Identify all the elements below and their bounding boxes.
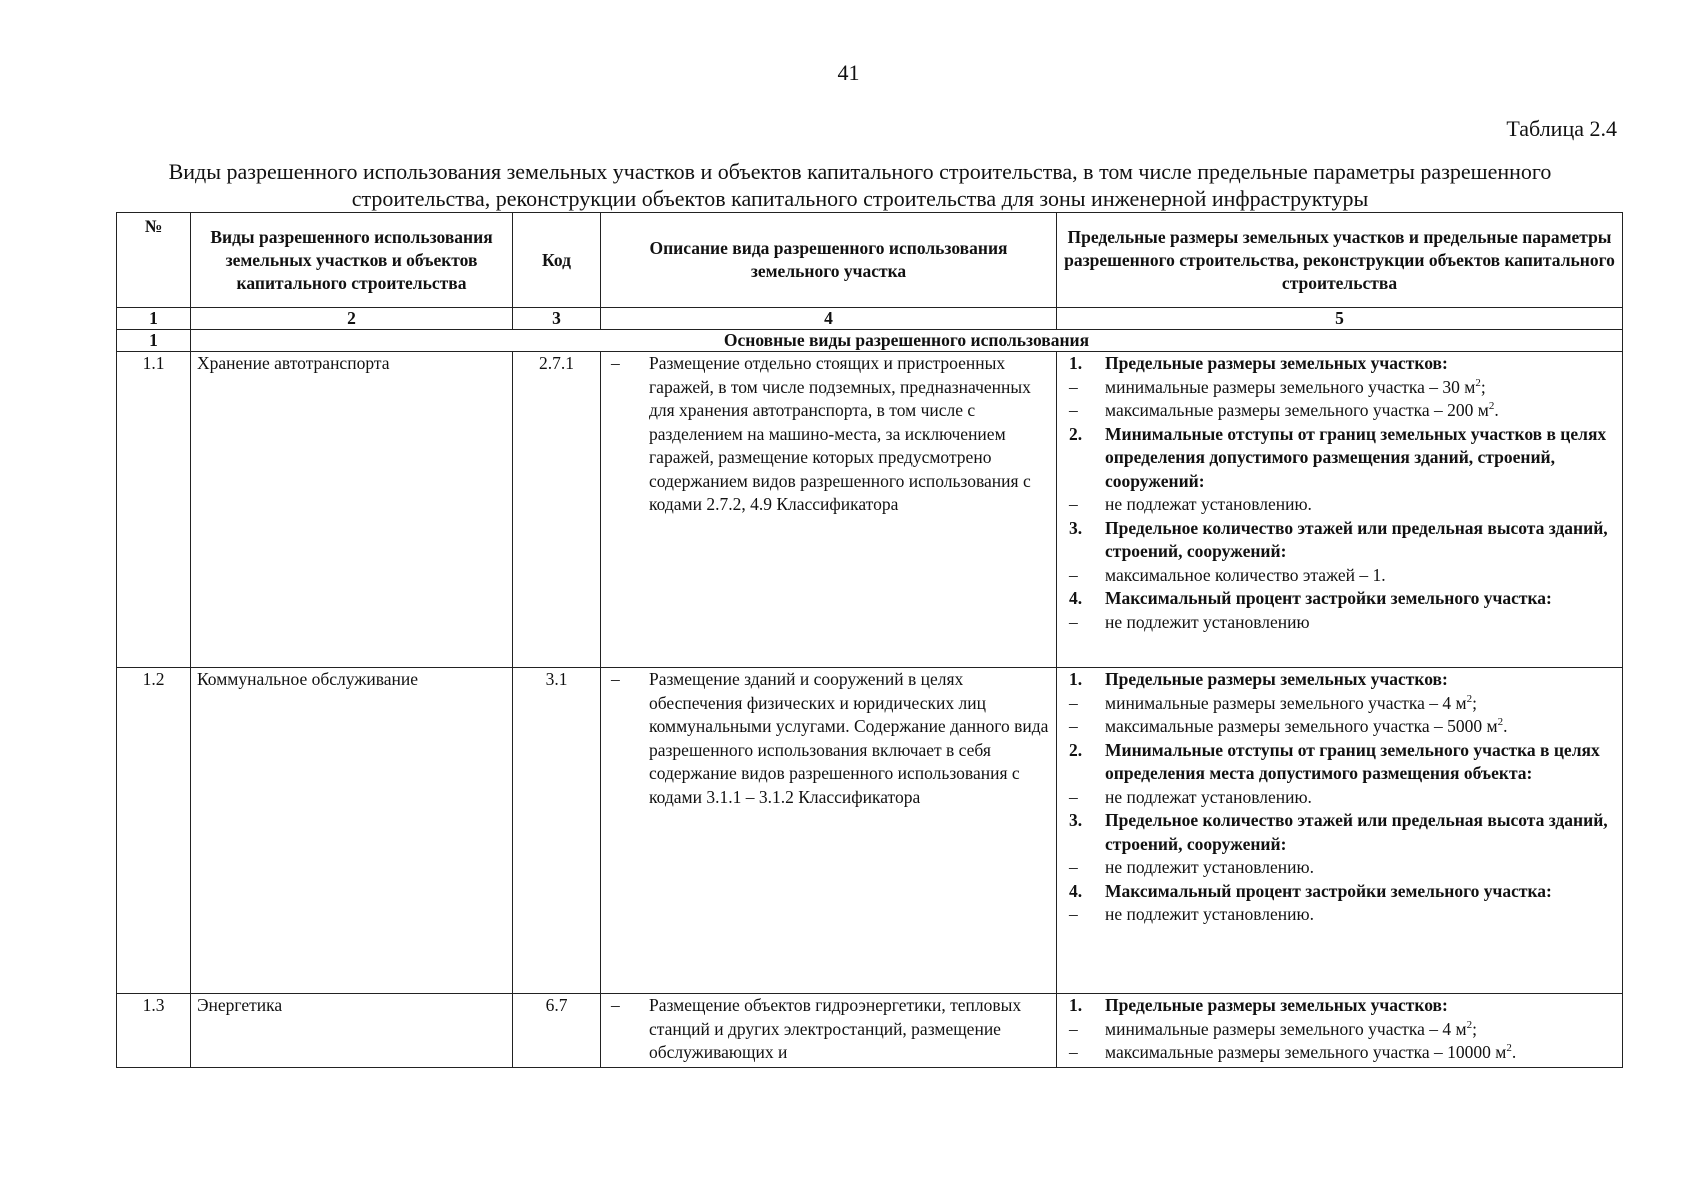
dash-bullet: – (1069, 692, 1078, 713)
table-row (117, 668, 1623, 994)
dash-bullet: – (1069, 716, 1078, 736)
dash-bullet: – (1069, 904, 1078, 924)
param-heading: Максимальный процент застройки земельного участка: (1105, 880, 1552, 901)
row-code: 3.1 (513, 668, 601, 994)
param-heading: Минимальные отступы от границ земельного участка в целях определения места допустимого размещения объекта: (1105, 739, 1600, 783)
col-number: 3 (513, 308, 601, 330)
row-code: 2.7.1 (513, 352, 601, 668)
row-desc (601, 352, 1057, 668)
section-label: Основные виды разрешенного использования (191, 330, 1623, 352)
table-row (117, 994, 1623, 1068)
list-number: 2. (1069, 423, 1083, 444)
header-params: Предельные размеры земельных участков и предельные параметры разрешенного строительства, реконструкции объектов капитального строительства (1057, 213, 1623, 308)
dash-bullet: – (611, 995, 620, 1015)
row-params (1057, 994, 1623, 1068)
param-value: минимальные размеры земельного участка – 30 $м^2$; (1105, 376, 1486, 397)
param-value: максимальные размеры земельного участка – 200 $м^2$. (1105, 400, 1499, 420)
param-value: не подлежат установлению. (1105, 786, 1312, 807)
dash-bullet: – (1069, 564, 1078, 585)
row-name: Энергетика (191, 994, 513, 1068)
list-number: 2. (1069, 739, 1083, 760)
table-row (117, 352, 1623, 668)
desc-text: Размещение зданий и сооружений в целях обеспечения физических и юридических лиц коммунальными услугами. Содержание данного вида разрешенного использования включает в себя содержание видов разрешенного использования с кодами 3.1.1 – 3.1.2 Классификатора (649, 669, 1049, 807)
dash-bullet: – (1069, 400, 1078, 420)
table-label: Таблица 2.4 (1506, 116, 1617, 141)
page-number: 41 (837, 60, 860, 85)
header-row (117, 213, 1623, 308)
dash-bullet: – (1069, 376, 1078, 397)
dash-bullet: – (611, 353, 620, 373)
param-value: не подлежит установлению. (1105, 857, 1314, 877)
row-params (1057, 352, 1623, 668)
param-value: максимальное количество этажей – 1. (1105, 564, 1386, 585)
dash-bullet: – (1069, 786, 1078, 807)
header-kind: Виды разрешенного использования земельных участков и объектов капитального строительства (191, 213, 513, 308)
param-value: не подлежит установлению (1105, 611, 1310, 632)
param-heading: Предельные размеры земельных участков: (1105, 995, 1448, 1015)
col-number: 4 (601, 308, 1057, 330)
list-number: 1. (1069, 669, 1083, 689)
col-number: 5 (1057, 308, 1623, 330)
col-number: 1 (117, 308, 191, 330)
list-number: 4. (1069, 880, 1083, 901)
row-name: Коммунальное обслуживание (191, 668, 513, 994)
row-num: 1.3 (117, 994, 191, 1068)
param-value: не подлежат установлению. (1105, 494, 1312, 514)
header-num: № (117, 213, 191, 308)
param-heading: Предельное количество этажей или предельная высота зданий, строений, сооружений: (1105, 517, 1608, 561)
dash-bullet: – (1069, 1018, 1078, 1039)
list-number: 1. (1069, 353, 1083, 373)
param-value: минимальные размеры земельного участка – 4 $м^2$; (1105, 1018, 1477, 1039)
header-code: Код (513, 213, 601, 308)
dash-bullet: – (1069, 857, 1078, 877)
col-number: 2 (191, 308, 513, 330)
param-heading: Предельные размеры земельных участков: (1105, 353, 1448, 373)
header-desc: Описание вида разрешенного использования земельного участка (601, 213, 1057, 308)
row-desc (601, 994, 1057, 1068)
desc-text: Размещение объектов гидроэнергетики, тепловых станций и других электростанций, размещение обслуживающих и (649, 995, 1022, 1062)
param-heading: Минимальные отступы от границ земельных участков в целях определения допустимого размещения зданий, строений, сооружений: (1105, 423, 1607, 491)
list-number: 3. (1069, 517, 1083, 538)
param-value: не подлежит установлению. (1105, 904, 1314, 924)
list-number: 1. (1069, 995, 1083, 1015)
param-heading: Предельное количество этажей или предельная высота зданий, строений, сооружений: (1105, 810, 1608, 854)
section-row (117, 330, 1623, 352)
row-num: 1.2 (117, 668, 191, 994)
row-num: 1.1 (117, 352, 191, 668)
row-params (1057, 668, 1623, 994)
param-heading: Максимальный процент застройки земельного участка: (1105, 588, 1552, 608)
desc-text: Размещение отдельно стоящих и пристроенных гаражей, в том числе подземных, предназначенных для хранения автотранспорта, в том числе с разделением на машино-места, за исключением гаражей, размещение которых предусмотрено содержанием видов разрешенного использования с кодами 2.7.2, 4.9 Классификатора (649, 353, 1031, 514)
list-number: 3. (1069, 810, 1083, 830)
row-name: Хранение автотранспорта (191, 352, 513, 668)
table-title: Виды разрешенного использования земельных участков и объектов капитального строительства, в том числе предельные параметры разрешенного строительства, реконструкции объектов капитального строительства для зоны инженерной инфраструктуры (168, 159, 1552, 211)
section-num: 1 (117, 330, 191, 352)
param-heading: Предельные размеры земельных участков: (1105, 669, 1448, 689)
dash-bullet: – (611, 669, 620, 689)
row-desc (601, 668, 1057, 994)
param-value: минимальные размеры земельного участка – 4 $м^2$; (1105, 692, 1477, 713)
column-number-row (117, 308, 1623, 330)
dash-bullet: – (1069, 611, 1078, 632)
dash-bullet: – (1069, 1042, 1078, 1062)
param-value: максимальные размеры земельного участка – 10000 $м^2$. (1105, 1042, 1517, 1062)
param-value: максимальные размеры земельного участка – 5000 $м^2$. (1105, 716, 1508, 736)
permitted-use-table (116, 212, 1623, 1068)
list-number: 4. (1069, 588, 1083, 608)
dash-bullet: – (1069, 494, 1078, 514)
row-code: 6.7 (513, 994, 601, 1068)
